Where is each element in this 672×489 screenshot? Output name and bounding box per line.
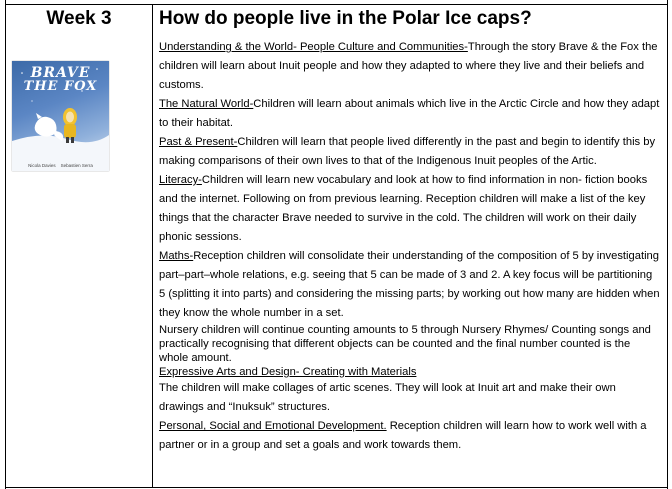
section-text: Through the story Brave & the Fox the children will learn about Inuit people and how they adapted to where they live and their beliefs and customs. [159, 41, 658, 91]
section-text: Children will learn about animals which live in the Arctic Circle and how they adapt to their habitat. [159, 98, 660, 129]
content-cell [159, 38, 661, 455]
section-heading: Literacy- [159, 174, 202, 186]
section-text: Reception children will consolidate their understanding of the composition of 5 by investigating part–part–whole relations, e.g. seeing that 5 can be made of 3 and 2. A key focus will be partitioning 5 (splitting it into parts) and considering the missing parts; by working out how many are hidden when they know the whole number in a set. [159, 250, 660, 319]
section-text: Children will learn that people lived differently in the past and begin to identify this by making comparisons of their own lives to that of the Indigenous Inuit peoples of the Artic. [159, 136, 656, 167]
section-maths [159, 247, 661, 323]
section-maths-nursery [159, 323, 661, 365]
book-cover-image [12, 61, 109, 171]
section-text: The children will make collages of artic scenes. They will look at Inuit art and make their own drawings and “Inuksuk” structures. [159, 382, 616, 413]
book-title-line2: THE FOX [23, 79, 98, 94]
section-literacy [159, 171, 661, 247]
section-understanding-world [159, 38, 661, 95]
section-natural-world [159, 95, 661, 133]
book-title-line1: BRAVE [30, 65, 91, 81]
section-psed [159, 417, 661, 455]
book-title [16, 67, 105, 93]
book-authors: Nicola Davies Sebastien Serra [28, 163, 93, 168]
page-title: How do people live in the Polar Ice caps? [159, 8, 532, 29]
section-text: Nursery children will continue counting amounts to 5 through Nursery Rhymes/ Counting songs and practically recognising that different objects can be counted and the final number counted is the whole amount. [159, 324, 651, 364]
section-heading: Expressive Arts and Design- Creating with Materials [159, 366, 417, 378]
column-divider [152, 4, 153, 488]
section-expressive-arts [159, 365, 661, 379]
section-heading: Past & Present- [159, 136, 238, 148]
section-expressive-arts-text [159, 379, 661, 417]
section-heading: Maths- [159, 250, 194, 262]
section-text: Children will learn new vocabulary and look at how to find information in non- fiction books and the internet. Following on from previous learning. Reception children will make a list of the key things that the character Brave needed to survive in the cold. The children will work on their daily phonic sessions. [159, 174, 648, 243]
section-past-present [159, 133, 661, 171]
section-heading: Understanding & the World- People Culture and Communities- [159, 41, 468, 53]
section-text: Reception children will learn how to work well with a partner or in a group and set a goals and work towards them. [159, 420, 647, 451]
section-heading: Personal, Social and Emotional Development. [159, 420, 387, 432]
table-bottom-border [5, 487, 668, 488]
section-heading: The Natural World- [159, 98, 254, 110]
table-top-border [5, 4, 668, 5]
week-label: Week 3 [46, 8, 112, 29]
